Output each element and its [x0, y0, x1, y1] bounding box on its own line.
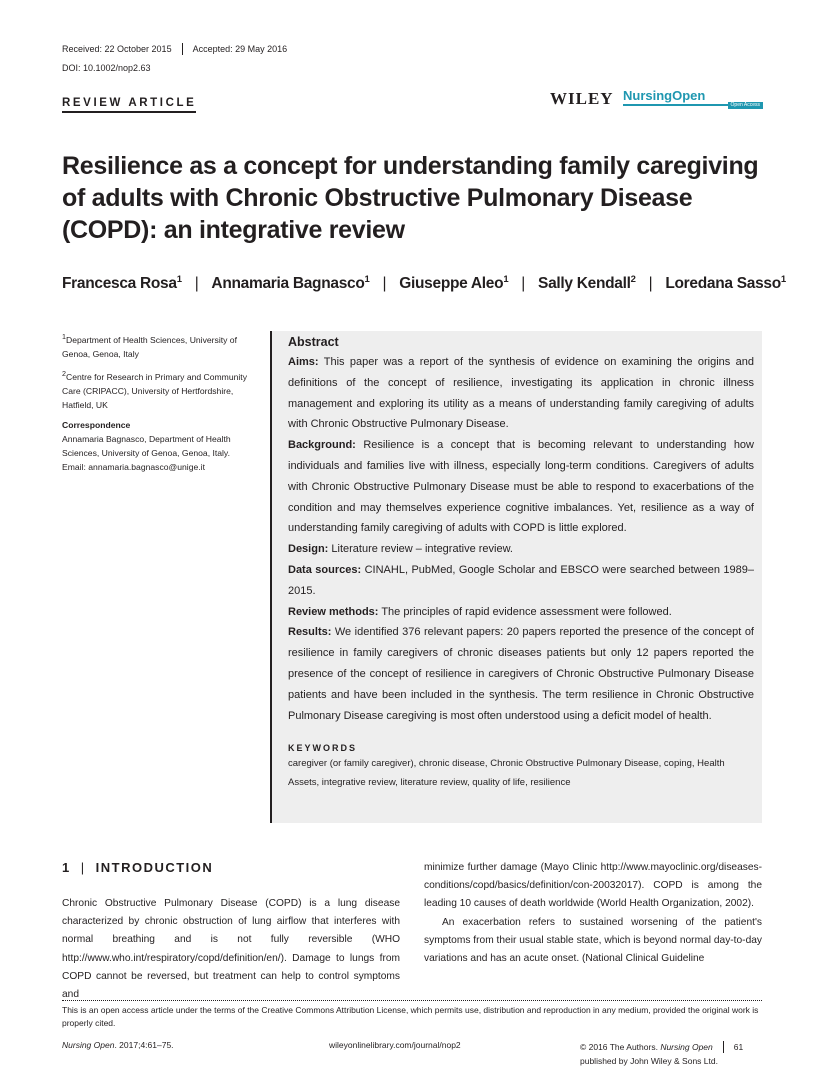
- citation: Nursing Open. 2017;4:61–75.: [62, 1040, 174, 1050]
- published-by: published by John Wiley & Sons Ltd.: [580, 1056, 718, 1066]
- body-column-left: [62, 895, 400, 1004]
- abstract-aims: Aims: This paper was a report of the synthesis of evidence on examining the origins and definitions of the concept of resilience, investigating its application in chronic illness management and exploring its utility as a means of understanding family caregiving of adults with Chronic Obstructive Pulmonary Disease.: [288, 356, 755, 431]
- affiliations: [62, 330, 262, 474]
- article-type: REVIEW ARTICLE: [62, 97, 196, 113]
- affiliation: $^1$Department of Health Sciences, University of Genoa, Genoa, Italy: [62, 333, 237, 359]
- abstract-results: Results: We identified 376 relevant papers: 20 papers reported the presence of the concept of resilience in family caregivers of chronic diseases patients but only 12 papers reported the presence of the concept of resilience in caregivers of Chronic Obstructive Pulmonary Disease patients and have been included in the synthesis. The term resilience in Chronic Obstructive Pulmonary Disease caregiving is most often understood using a deficit model of health.: [288, 626, 754, 722]
- license-footnote: This is an open access article under the terms of the Creative Commons Attribution License, which permits use, distribution and reproduction in any medium, provided the original work is properly cited.: [62, 1005, 759, 1028]
- journal-logo: [623, 87, 763, 108]
- keywords: caregiver (or family caregiver), chronic disease, Chronic Obstructive Pulmonary Disease, coping, Health Assets, integrative review, literature review, quality of life, resilience: [288, 758, 725, 789]
- journal-url[interactable]: wileyonlinelibrary.com/journal/nop2: [329, 1040, 461, 1050]
- affiliation: $^2$Centre for Research in Primary and Community Care (CRIPACC), University of Hertfordshire, Hatfield, UK: [62, 369, 247, 410]
- abstract-background: Background: Resilience is a concept that is becoming relevant to understanding how individuals and families live with illness, especially long-term conditions. Caregivers of adults with Chronic Obstructive Pulmonary Disease must be able to respond to exacerbations of the condition and may themselves experience cognitive imbalances. Yet, resilience as a way of understanding family caregiving of adults with COPD is little explored.: [288, 439, 754, 535]
- correspondence-email[interactable]: Email: annamaria.bagnasco@unige.it: [62, 461, 205, 472]
- author: Loredana Sasso$^1$: [665, 274, 786, 293]
- abstract-heading: Abstract: [288, 335, 339, 349]
- author: Giuseppe Aleo$^1$: [399, 274, 509, 293]
- article-dates: [62, 43, 287, 55]
- author-separator: |: [194, 275, 199, 293]
- footnote-divider: [62, 1000, 762, 1001]
- abstract-review-methods: Review methods: The principles of rapid evidence assessment were followed.: [288, 605, 672, 618]
- copyright: © 2016 The Authors. Nursing Open 61 published by John Wiley & Sons Ltd.: [580, 1042, 744, 1066]
- publisher-logo: WILEY: [550, 89, 614, 108]
- keywords-heading: KEYWORDS: [288, 743, 358, 754]
- paragraph: An exacerbation refers to sustained worsening of the patient's symptoms from their usual stable state, which is beyond normal day-to-day variations and has an acute onset. (National Clinical Guideline: [424, 916, 762, 965]
- abstract-data-sources: Data sources: CINAHL, PubMed, Google Scholar and EBSCO were searched between 1989–2015.: [288, 563, 754, 597]
- author-list: [62, 274, 786, 293]
- abstract-design: Design: Literature review – integrative review.: [288, 543, 513, 556]
- author: Francesca Rosa$^1$: [62, 274, 182, 293]
- section-heading: 1 | INTRODUCTION: [62, 860, 214, 875]
- page-number: 61: [733, 1042, 744, 1052]
- author-separator: |: [648, 275, 653, 293]
- received-date: Received: 22 October 2015: [62, 44, 172, 54]
- author: Annamaria Bagnasco$^1$: [211, 274, 370, 293]
- journal-name: NursingOpen: [623, 88, 706, 103]
- author: Sally Kendall$^2$: [538, 274, 636, 293]
- paragraph: Chronic Obstructive Pulmonary Disease (COPD) is a lung disease characterized by chronic obstruction of lung airflow that interferes with normal breathing and is not fully reversible (WHO http://www.who.int/respiratory/copd/definition/en/). Damage to lungs from COPD cannot be reversed, but treatment can help to control symptoms and: [62, 898, 400, 1001]
- open-access-badge: Open Access: [728, 102, 763, 109]
- divider: [182, 43, 183, 55]
- correspondence-heading: Correspondence: [62, 419, 131, 430]
- accepted-date: Accepted: 29 May 2016: [192, 44, 288, 54]
- abstract-box: [270, 331, 762, 823]
- paragraph: minimize further damage (Mayo Clinic http://www.mayoclinic.org/diseases-conditions/copd/basics/definition/con-20032017). COPD is among the leading 10 causes of death worldwide (World Health Organization, 2002).: [424, 862, 762, 910]
- author-separator: |: [382, 275, 387, 293]
- body-column-right: [424, 859, 762, 968]
- correspondence-text: Annamaria Bagnasco, Department of Health Sciences, University of Genoa, Genoa, Italy. Email: annamaria.bagnasco@unige.it: [62, 433, 231, 472]
- divider: [723, 1041, 724, 1053]
- doi[interactable]: DOI: 10.1002/nop2.63: [62, 63, 151, 73]
- author-separator: |: [521, 275, 526, 293]
- article-title: Resilience as a concept for understanding family caregiving of adults with Chronic Obstructive Pulmonary Disease (COPD): an integrative review: [62, 152, 759, 244]
